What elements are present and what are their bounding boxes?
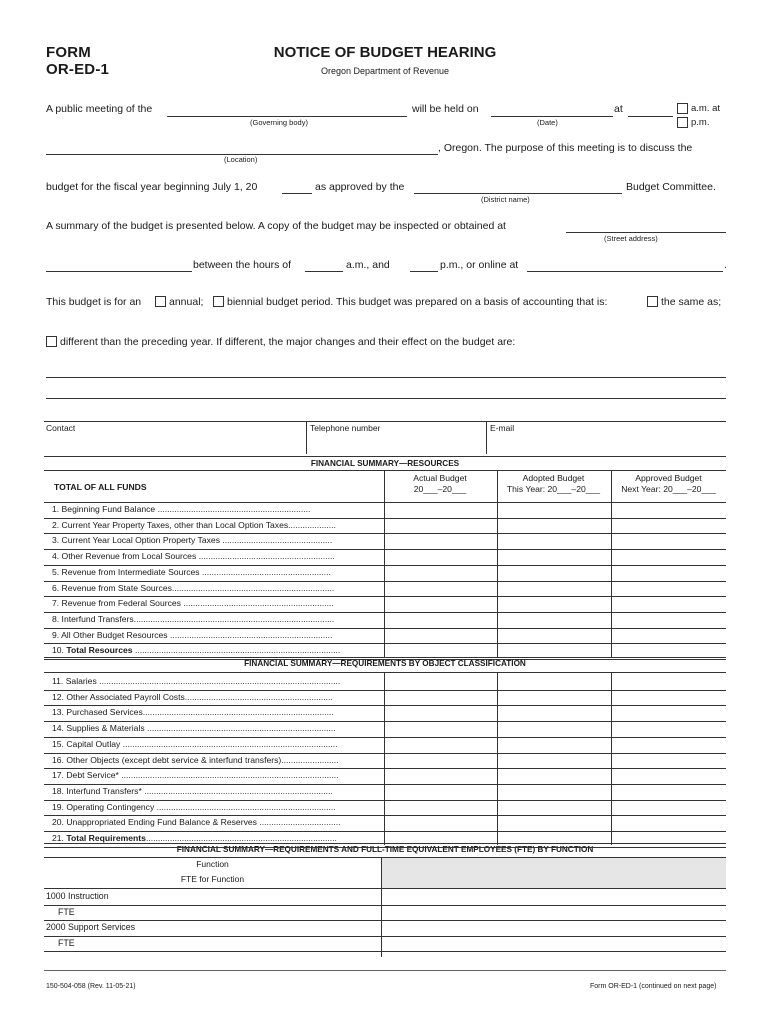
requirement-row-label: 20. Unappropriated Ending Fund Balance & Reserves ..................................: [52, 817, 341, 828]
resources-title-border: [44, 470, 726, 471]
requirement-row-label: 19. Operating Contingency ...........................................................................: [52, 801, 336, 812]
column-border: [497, 470, 498, 657]
requirement-amount-cell[interactable]: [498, 738, 610, 752]
requirement-amount-cell[interactable]: [498, 722, 610, 736]
biennial-text: biennial budget period. This budget was prepared on a basis of accounting that is:: [227, 296, 608, 308]
footer-form-code: 150-504-058 (Rev. 11-05-21): [46, 983, 136, 990]
resource-amount-cell[interactable]: [385, 613, 496, 627]
requirement-row-label: 11. Salaries .....................................................................................................: [52, 676, 341, 686]
agency-name: Oregon Department of Revenue: [320, 66, 450, 76]
requirement-amount-cell[interactable]: [385, 801, 496, 815]
requirement-amount-cell[interactable]: [612, 706, 725, 720]
function-section-title: FINANCIAL SUMMARY—REQUIREMENTS AND FULL-TIME EQUIVALENT EMPLOYEES (FTE) BY FUNCTION: [176, 845, 594, 854]
annual-checkbox[interactable]: [155, 296, 166, 307]
form-label: FORM: [46, 44, 91, 61]
resource-amount-cell[interactable]: [498, 582, 610, 596]
function-amount-cell[interactable]: [383, 906, 725, 920]
column-border: [381, 857, 382, 957]
requirement-amount-cell[interactable]: [498, 801, 610, 815]
resource-amount-cell[interactable]: [612, 519, 725, 533]
pm-checkbox[interactable]: [677, 117, 688, 128]
resource-row-label: 2. Current Year Property Taxes, other than Local Option Taxes....................: [52, 519, 336, 530]
table-row-border: [44, 659, 726, 660]
page-title: NOTICE OF BUDGET HEARING: [273, 44, 497, 61]
requirement-amount-cell[interactable]: [612, 738, 725, 752]
requirement-amount-cell[interactable]: [498, 785, 610, 799]
street-caption: (Street address): [604, 234, 658, 243]
resource-amount-cell[interactable]: [612, 613, 725, 627]
between-hours-text: between the hours of: [193, 259, 292, 271]
requirement-amount-cell[interactable]: [385, 769, 496, 783]
requirement-row-label: 15. Capital Outlay ..........................................................................................: [52, 738, 338, 749]
street-address-field[interactable]: [566, 232, 726, 233]
section-border: [44, 672, 726, 673]
column-border: [611, 672, 612, 845]
resource-row-label: 1. Beginning Fund Balance ................................................................: [52, 504, 311, 514]
hours-start-field[interactable]: [305, 271, 343, 272]
function-amount-cell[interactable]: [383, 890, 725, 904]
resources-top-border: [44, 456, 726, 457]
column-border: [384, 672, 385, 845]
resource-amount-cell[interactable]: [385, 534, 496, 548]
changes-line-1[interactable]: [46, 377, 726, 378]
contact-field[interactable]: [46, 434, 304, 452]
resource-row-label: 6. Revenue from State Sources....................................................................: [52, 582, 335, 593]
footer-rule: [44, 970, 726, 971]
requirement-row-label: 21. Total Requirements................................................................................: [52, 833, 337, 843]
requirement-amount-cell[interactable]: [498, 706, 610, 720]
function-col-label: Function: [196, 859, 229, 869]
requirements-section-title: FINANCIAL SUMMARY—REQUIREMENTS BY OBJECT CLASSIFICATION: [244, 659, 526, 668]
section-border: [44, 888, 726, 889]
pm-online-text: p.m., or online at: [440, 259, 519, 271]
total-all-funds-label: TOTAL OF ALL FUNDS: [54, 482, 147, 492]
telephone-field[interactable]: [309, 434, 484, 452]
function-row-label: FTE: [58, 937, 75, 948]
requirement-amount-cell[interactable]: [612, 801, 725, 815]
requirement-amount-cell[interactable]: [385, 675, 496, 689]
pm-text: p.m.: [691, 117, 710, 128]
resource-row-label: 7. Revenue from Federal Sources ...............................................................: [52, 598, 334, 609]
resource-amount-cell[interactable]: [385, 597, 496, 611]
resource-amount-cell[interactable]: [612, 550, 725, 564]
column-border: [384, 470, 385, 657]
function-row-label: FTE: [58, 906, 75, 917]
requirement-amount-cell[interactable]: [612, 722, 725, 736]
contact-top-border: [44, 421, 726, 422]
requirement-amount-cell[interactable]: [612, 785, 725, 799]
resource-row-label: 9. All Other Budget Resources ....................................................................: [52, 629, 333, 640]
section-border: [44, 502, 726, 503]
resource-amount-cell[interactable]: [612, 644, 725, 658]
contact-divider-2: [486, 421, 487, 454]
resource-amount-cell[interactable]: [385, 519, 496, 533]
time-field[interactable]: [628, 116, 673, 117]
resource-amount-cell[interactable]: [498, 613, 610, 627]
requirement-amount-cell[interactable]: [385, 785, 496, 799]
requirement-amount-cell[interactable]: [385, 738, 496, 752]
governing-body-field[interactable]: [167, 116, 407, 117]
adopted-budget-header: Adopted Budget This Year: 20___–20___: [506, 473, 601, 494]
budget-committee-text: Budget Committee.: [626, 181, 716, 193]
district-caption: (District name): [481, 195, 530, 204]
form-number: OR-ED-1: [46, 61, 110, 78]
requirement-amount-cell[interactable]: [385, 706, 496, 720]
line4-text: A summary of the budget is presented below. A copy of the budget may be inspected or obtained at: [46, 220, 506, 232]
resource-amount-cell[interactable]: [385, 550, 496, 564]
same-as-checkbox[interactable]: [647, 296, 658, 307]
approved-budget-header: Approved Budget Next Year: 20___–20___: [621, 473, 716, 494]
line2-suffix: , Oregon. The purpose of this meeting is to discuss the: [438, 142, 693, 154]
requirement-amount-cell[interactable]: [385, 691, 496, 705]
requirement-amount-cell[interactable]: [498, 769, 610, 783]
period-text: .: [724, 259, 727, 271]
resource-row-label: 10. Total Resources ......................................................................................: [52, 645, 341, 656]
requirement-amount-cell[interactable]: [498, 754, 610, 768]
resource-amount-cell[interactable]: [385, 582, 496, 596]
resource-amount-cell[interactable]: [612, 566, 725, 580]
am-checkbox[interactable]: [677, 103, 688, 114]
resource-amount-cell[interactable]: [498, 644, 610, 658]
different-checkbox[interactable]: [46, 336, 57, 347]
function-amount-cell[interactable]: [383, 937, 725, 951]
function-row-label: 1000 Instruction: [46, 891, 109, 901]
table-row-border: [44, 951, 726, 952]
district-name-field[interactable]: [414, 193, 622, 194]
budget-is-for-text: This budget is for an: [46, 296, 142, 308]
annual-text: annual;: [169, 296, 204, 308]
resource-amount-cell[interactable]: [385, 566, 496, 580]
actual-budget-header: Actual Budget 20___–20___: [413, 473, 467, 494]
email-label: E-mail: [490, 423, 515, 433]
table-row-border: [44, 847, 726, 848]
function-amount-cell[interactable]: [383, 921, 725, 935]
requirement-amount-cell[interactable]: [612, 816, 725, 830]
requirement-row-label: 17. Debt Service* ...........................................................................................: [52, 770, 339, 781]
requirement-amount-cell[interactable]: [612, 691, 725, 705]
column-border: [611, 470, 612, 657]
footer-continued: Form OR-ED-1 (continued on next page): [590, 983, 717, 990]
at-text: at: [614, 103, 623, 115]
requirement-amount-cell[interactable]: [612, 754, 725, 768]
requirement-amount-cell[interactable]: [385, 722, 496, 736]
telephone-label: Telephone number: [310, 423, 381, 433]
resource-amount-cell[interactable]: [612, 503, 725, 517]
resource-row-label: 4. Other Revenue from Local Sources .........................................................: [52, 551, 335, 562]
requirement-amount-cell[interactable]: [385, 816, 496, 830]
resource-amount-cell[interactable]: [385, 503, 496, 517]
as-approved-by-text: as approved by the: [315, 181, 405, 193]
am-and-text: a.m., and: [346, 259, 390, 271]
resource-row-label: 8. Interfund Transfers....................................................................................: [52, 613, 335, 624]
email-field[interactable]: [489, 434, 725, 452]
online-address-field[interactable]: [527, 271, 723, 272]
fte-col-label: FTE for Function: [180, 874, 245, 884]
will-be-held-on-text: will be held on: [412, 103, 479, 115]
resource-amount-cell[interactable]: [612, 534, 725, 548]
resource-amount-cell[interactable]: [612, 582, 725, 596]
requirement-amount-cell[interactable]: [498, 675, 610, 689]
location-caption: (Location): [224, 155, 258, 164]
resource-amount-cell[interactable]: [498, 629, 610, 643]
requirement-amount-cell[interactable]: [498, 691, 610, 705]
line1-prefix: A public meeting of the: [46, 103, 153, 115]
resource-amount-cell[interactable]: [498, 550, 610, 564]
different-text: different than the preceding year. If different, the major changes and their effect on the budget are:: [60, 336, 516, 348]
resource-amount-cell[interactable]: [498, 597, 610, 611]
column-border: [497, 672, 498, 845]
resource-amount-cell[interactable]: [498, 503, 610, 517]
governing-body-caption: (Governing body): [250, 118, 308, 127]
biennial-checkbox[interactable]: [213, 296, 224, 307]
requirement-row-label: 12. Other Associated Payroll Costs..............................................................: [52, 691, 333, 702]
requirement-row-label: 18. Interfund Transfers* ...............................................................................: [52, 785, 333, 796]
function-shaded-area: [381, 857, 726, 888]
resource-amount-cell[interactable]: [385, 629, 496, 643]
requirement-amount-cell[interactable]: [612, 675, 725, 689]
function-row-label: 2000 Support Services: [46, 922, 135, 932]
section-border: [44, 843, 726, 844]
resource-amount-cell[interactable]: [498, 566, 610, 580]
resource-amount-cell[interactable]: [498, 519, 610, 533]
same-as-text: the same as;: [661, 296, 722, 308]
hours-end-field[interactable]: [410, 271, 438, 272]
resource-row-label: 5. Revenue from Intermediate Sources ......................................................: [52, 566, 331, 577]
resource-amount-cell[interactable]: [612, 629, 725, 643]
resources-section-title: FINANCIAL SUMMARY—RESOURCES: [310, 459, 460, 468]
am-at-text: a.m. at: [691, 103, 721, 114]
contact-divider-1: [306, 421, 307, 454]
resource-amount-cell[interactable]: [385, 644, 496, 658]
requirement-amount-cell[interactable]: [498, 816, 610, 830]
changes-line-2[interactable]: [46, 398, 726, 399]
resource-row-label: 3. Current Year Local Option Property Taxes ..............................................: [52, 535, 333, 546]
requirement-amount-cell[interactable]: [385, 754, 496, 768]
fiscal-year-field[interactable]: [282, 193, 312, 194]
section-border: [44, 657, 726, 658]
requirement-amount-cell[interactable]: [612, 769, 725, 783]
resource-amount-cell[interactable]: [498, 534, 610, 548]
requirement-row-label: 14. Supplies & Materials ...............................................................................: [52, 723, 336, 734]
date-field[interactable]: [491, 116, 613, 117]
section-border: [44, 857, 726, 858]
resource-amount-cell[interactable]: [612, 597, 725, 611]
address-continued-field[interactable]: [46, 271, 192, 272]
contact-label: Contact: [46, 423, 76, 433]
line3-prefix: budget for the fiscal year beginning July 1, 20: [46, 181, 258, 193]
date-caption: (Date): [537, 118, 558, 127]
requirement-row-label: 13. Purchased Services................................................................................: [52, 707, 334, 718]
requirement-row-label: 16. Other Objects (except debt service & interfund transfers)........................: [52, 754, 339, 765]
